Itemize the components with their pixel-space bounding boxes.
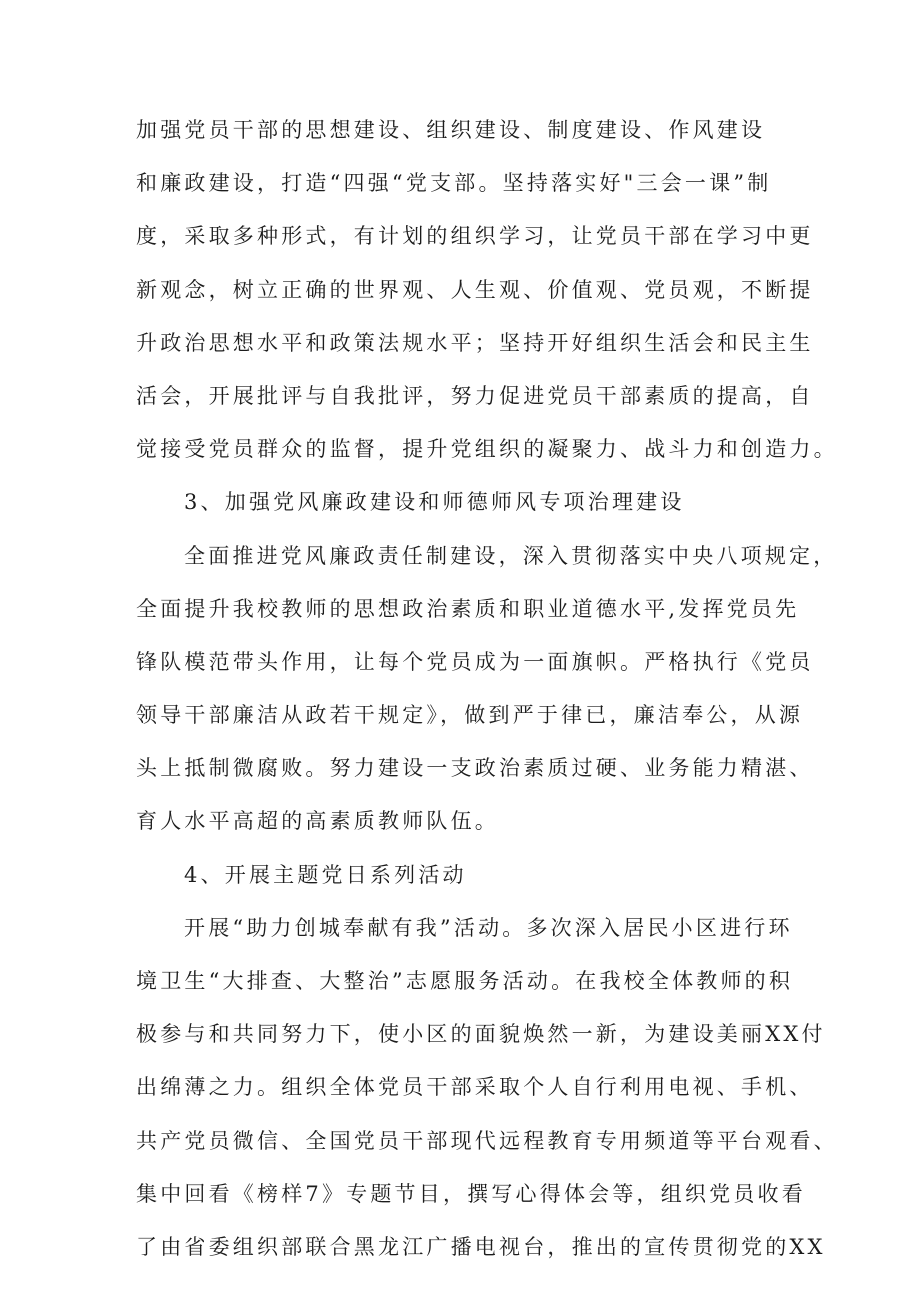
body-line: 活会，开展批评与自我批评，努力促进党员干部素质的提高，自 [136,383,814,408]
body-line: 全面提升我校教师的思想政治素质和职业道德水平,发挥党员先 [136,596,800,621]
document-body [136,104,838,1274]
body-line: 共产党员微信、全国党员干部现代远程教育专用频道等平台观看、 [136,1128,838,1153]
body-line: 开展“助力创城奉献有我”活动。多次深入居民小区进行环 [184,915,793,940]
body-line: 育人水平高超的高素质教师队伍。 [136,809,499,834]
body-line: 头上抵制微腐败。努力建设一支政治素质过硬、业务能力精湛、 [136,756,814,781]
section-heading-4: 4、开展主题党日系列活动 [184,862,467,887]
body-line: 出绵薄之力。组织全体党员干部采取个人自行利用电视、手机、 [136,1075,814,1100]
body-line: 锋队模范带头作用，让每个党员成为一面旗帜。严格执行《党员 [136,649,814,674]
body-line: 极参与和共同努力下，使小区的面貌焕然一新，为建设美丽XX付 [136,1022,826,1047]
body-line: 新观念，树立正确的世界观、人生观、价值观、党员观，不断提 [136,277,814,302]
body-line: 和廉政建设，打造“四强“党支部。坚持落实好"三会一课”制 [136,171,772,196]
body-line: 升政治思想水平和政策法规水平；坚持开好组织生活会和民主生 [136,330,814,355]
body-line: 全面推进党风廉政责任制建设，深入贯彻落实中央八项规定， [184,543,838,568]
body-line: 了由省委组织部联合黑龙江广播电视台，推出的宣传贯彻党的XX [136,1234,826,1259]
section-heading-3: 3、加强党风廉政建设和师德师风专项治理建设 [184,490,685,515]
body-line: 集中回看《榜样7》专题节目，撰写心得体会等，组织党员收看 [136,1181,806,1206]
body-line: 觉接受党员群众的监督，提升党组织的凝聚力、战斗力和创造力。 [136,437,838,462]
body-line: 境卫生“大排查、大整治”志愿服务活动。在我校全体教师的积 [136,969,794,993]
body-line: 度，采取多种形式，有计划的组织学习，让党员干部在学习中更 [136,224,814,249]
body-line: 领导干部廉洁从政若干规定》，做到严于律已，廉洁奉公，从源 [136,703,804,728]
body-line: 加强党员干部的思想建设、组织建设、制度建设、作风建设 [136,118,766,142]
